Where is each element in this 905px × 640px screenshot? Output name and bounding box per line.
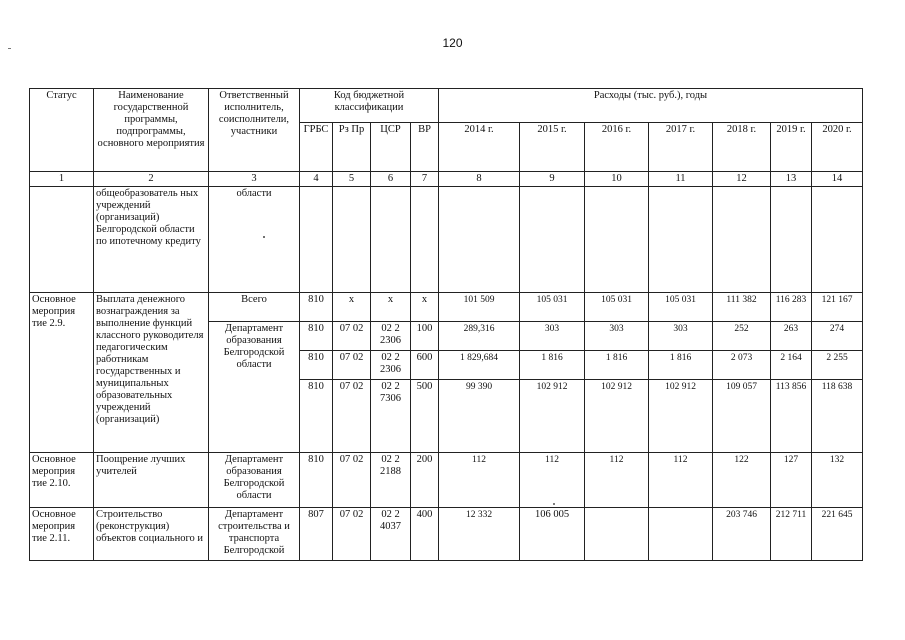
grbs-cell: 810 [300,293,333,322]
csr-cell: 02 2 4037 [371,508,411,561]
rzpr-cell: 07 02 [333,380,371,453]
rzpr-cell: 07 02 [333,351,371,380]
status-cell [30,187,94,293]
header-name: Наименование государственной программы, подпрограммы, основного мероприятия [94,89,209,172]
vr-cell: 100 [411,322,439,351]
value-cell: 118 638 [812,380,863,453]
column-index: 14 [812,172,863,187]
table-row [30,187,863,293]
header-year: 2019 г. [771,123,812,172]
column-index: 8 [439,172,520,187]
name-cell: Строительство (реконструкция) объектов социального и [94,508,209,561]
header-status: Статус [30,89,94,172]
column-index: 12 [713,172,771,187]
value-cell: 212 711 [771,508,812,561]
column-index: 2 [94,172,209,187]
column-index: 3 [209,172,300,187]
header-year: 2015 г. [520,123,585,172]
value-cell: 112 [649,453,713,508]
value-cell: 263 [771,322,812,351]
header-vr: ВР [411,123,439,172]
value-cell: 1 816 [585,351,649,380]
scan-speck [553,503,555,505]
header-year: 2020 г. [812,123,863,172]
column-index: 10 [585,172,649,187]
value-cell: 112 [439,453,520,508]
header-expenses: Расходы (тыс. руб.), годы [439,89,863,123]
value-cell: 111 382 [713,293,771,322]
rzpr-cell: 07 02 [333,453,371,508]
value-cell: 99 390 [439,380,520,453]
value-cell: 1 816 [520,351,585,380]
value-cell: 106 005 [520,508,585,561]
value-cell: 105 031 [649,293,713,322]
name-cell: Поощрение лучших учителей [94,453,209,508]
vr-cell: 400 [411,508,439,561]
value-cell: 252 [713,322,771,351]
column-index: 4 [300,172,333,187]
value-cell: 12 332 [439,508,520,561]
vr-cell: х [411,293,439,322]
table-row [30,508,863,561]
value-cell: 113 856 [771,380,812,453]
header-year: 2018 г. [713,123,771,172]
scan-speck [263,236,265,238]
value-cell: 105 031 [520,293,585,322]
executor-cell: Всего [209,293,300,322]
status-cell: Основное мероприя тие 2.11. [30,508,94,561]
header-executor: Ответственный исполнитель, соисполнители, участники [209,89,300,172]
column-index: 11 [649,172,713,187]
header-budget-code: Код бюджетной классификации [300,89,439,123]
page-number: 120 [442,36,463,50]
executor-cell: Департамент образования Белгородской области [209,322,300,453]
header-year: 2014 г. [439,123,520,172]
value-cell: 221 645 [812,508,863,561]
vr-cell: 200 [411,453,439,508]
csr-cell: 02 2 2188 [371,453,411,508]
table-row [30,293,863,322]
value-cell: 274 [812,322,863,351]
value-cell: 132 [812,453,863,508]
vr-cell: 600 [411,351,439,380]
column-index: 1 [30,172,94,187]
header-rzpr: Рз Пр [333,123,371,172]
csr-cell: 02 2 7306 [371,380,411,453]
csr-cell: 02 2 2306 [371,351,411,380]
status-cell: Основное мероприя тие 2.9. [30,293,94,453]
header-csr: ЦСР [371,123,411,172]
value-cell: 2 255 [812,351,863,380]
header-year: 2017 г. [649,123,713,172]
value-cell: 127 [771,453,812,508]
status-cell: Основное мероприя тие 2.10. [30,453,94,508]
column-index: 13 [771,172,812,187]
executor-cell: области [209,187,300,293]
column-index: 5 [333,172,371,187]
value-cell: 289,316 [439,322,520,351]
header-year: 2016 г. [585,123,649,172]
csr-cell: 02 2 2306 [371,322,411,351]
value-cell: 112 [520,453,585,508]
value-cell: 303 [585,322,649,351]
vr-cell: 500 [411,380,439,453]
value-cell: 2 073 [713,351,771,380]
value-cell: 105 031 [585,293,649,322]
value-cell: 303 [520,322,585,351]
table-row [30,453,863,508]
grbs-cell: 810 [300,453,333,508]
rzpr-cell: 07 02 [333,322,371,351]
value-cell: 303 [649,322,713,351]
value-cell: 102 912 [585,380,649,453]
executor-cell: Департамент строительства и транспорта Белгородской [209,508,300,561]
budget-table [29,88,863,561]
grbs-cell: 810 [300,351,333,380]
csr-cell: х [371,293,411,322]
grbs-cell: 810 [300,322,333,351]
value-cell: 101 509 [439,293,520,322]
name-cell: общеобразователь ных учреждений (организаций) Белгородской области по ипотечному кредиту [94,187,209,293]
value-cell: 1 816 [649,351,713,380]
value-cell: 102 912 [649,380,713,453]
value-cell: 116 283 [771,293,812,322]
value-cell: 203 746 [713,508,771,561]
value-cell: 102 912 [520,380,585,453]
column-index: 6 [371,172,411,187]
rzpr-cell: 07 02 [333,508,371,561]
rzpr-cell: х [333,293,371,322]
value-cell: 112 [585,453,649,508]
header-grbs: ГРБС [300,123,333,172]
column-index: 7 [411,172,439,187]
value-cell: 109 057 [713,380,771,453]
executor-cell: Департамент образования Белгородской области [209,453,300,508]
grbs-cell: 810 [300,380,333,453]
column-index: 9 [520,172,585,187]
value-cell: 121 167 [812,293,863,322]
value-cell: 122 [713,453,771,508]
column-index-row [30,172,863,187]
name-cell: Выплата денежного вознаграждения за выполнение функций классного руководителя педагогическим работникам государственных и муниципальных образовательных учреждений (организаций) [94,293,209,453]
value-cell: 1 829,684 [439,351,520,380]
grbs-cell: 807 [300,508,333,561]
value-cell [649,508,713,561]
value-cell: 2 164 [771,351,812,380]
value-cell [585,508,649,561]
